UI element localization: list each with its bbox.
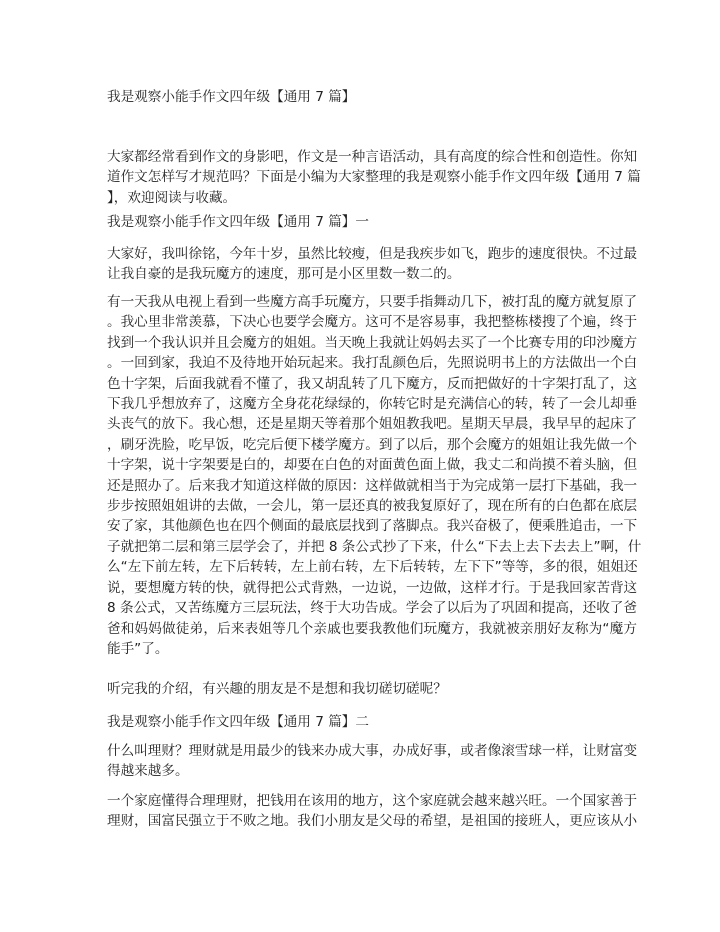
- text-line: 下我几乎想放弃了，这魔方全身花花绿绿的，你转它时是充满信心的转，转了一会儿却垂: [107, 396, 638, 413]
- text-line: 大家好，我叫徐铭，今年十岁，虽然比较瘦，但是我疾步如飞，跑步的速度很快。不过最: [107, 246, 638, 262]
- section-heading-2: 我是观察小能手作文四年级【通用 7 篇】二: [107, 714, 369, 730]
- text-line: 理财，国富民强立于不败之地。我们小朋友是父母的希望，是祖国的接班人，更应该从小: [107, 813, 638, 830]
- text-line: 。我心里非常羡慕，下决心也要学会魔方。这可不是容易事，我把整栋楼搜了个遍，终于: [107, 314, 638, 331]
- text-line: 有一天我从电视上看到一些魔方高手玩魔方，只要手指舞动几下，被打乱的魔方就复原了: [107, 294, 638, 310]
- text-line: 。一回到家，我迫不及待地开始玩起来。我打乱颜色后，先照说明书上的方法做出一个白: [107, 355, 638, 372]
- text-line: 一个家庭懂得合理理财，把钱用在该用的地方，这个家庭就会越来越兴旺。一个国家善于: [107, 793, 638, 809]
- text-line: 让我自豪的是我玩魔方的速度，那可是小区里数一数二的。: [107, 266, 461, 283]
- text-line: 听完我的介绍，有兴趣的朋友是不是想和我切磋切磋呢？: [107, 681, 447, 697]
- section-heading-1: 我是观察小能手作文四年级【通用 7 篇】一: [107, 214, 369, 230]
- text-line: 8 条公式，又苦练魔方三层玩法，终于大功告成。学会了以后为了巩固和提高，还收了爸: [107, 600, 637, 617]
- text-line: 】，欢迎阅读与收藏。: [107, 189, 237, 206]
- text-line: 步步按照姐姐讲的去做，一会儿，第一层还真的被我复原好了，现在所有的白色都在底层: [107, 498, 638, 515]
- text-line: 大家都经常看到作文的身影吧，作文是一种言语活动，具有高度的综合性和创造性。你知: [107, 149, 638, 165]
- paragraph: [107, 244, 637, 285]
- text-line: 安了家，其他颜色也在四个侧面的最底层找到了落脚点。我兴奋极了，便乘胜追击，一下: [107, 518, 638, 535]
- text-line: 找到一个我认识并且会魔方的姐姐。当天晚上我就让妈妈去买了一个比赛专用的印沙魔方: [107, 334, 638, 351]
- text-line: 能手”了。: [107, 640, 169, 657]
- paragraph: [107, 741, 637, 782]
- intro-paragraph: [107, 147, 641, 208]
- text-line: 还是照办了。后来我才知道这样做的原因：这样做就相当于为完成第一层打下基础，我一: [107, 477, 638, 494]
- text-line: 得越来越多。: [107, 763, 189, 780]
- text-line: 十字架，说十字架要是白的，却要在白色的对面黄色面上做，我丈二和尚摸不着头脑，但: [107, 457, 638, 474]
- text-line: 色十字架，后面我就看不懂了，我又胡乱转了几下魔方，反而把做好的十字架打乱了，这: [107, 375, 638, 392]
- paragraph: [107, 679, 637, 699]
- paragraph: [107, 791, 637, 832]
- text-line: 么“左下前左转，左下后转转，左上前右转，左下后转转，左下下”等等，多的很，姐姐还: [107, 559, 638, 576]
- text-line: 爸和妈妈做徒弟，后来表姐等几个亲戚也要我教他们玩魔方，我就被亲朋好友称为“魔方: [107, 620, 637, 637]
- text-line: 道作文怎样写才规范吗？下面是小编为大家整理的我是观察小能手作文四年级【通用 7 篇: [107, 169, 641, 186]
- text-line: 什么叫理财？理财就是用最少的钱来办成大事，办成好事，或者像滚雪球一样，让财富变: [107, 743, 638, 759]
- text-line: 子就把第二层和第三层学会了，并把 8 条公式抄了下来，什么“下去上去下去去上”啊，什: [107, 538, 642, 555]
- text-line: 头丧气的放下。我心想，还是星期天等着那个姐姐教我吧。星期天早晨，我早早的起床了: [107, 416, 638, 433]
- paragraph: [107, 292, 642, 659]
- document-title: 我是观察小能手作文四年级【通用 7 篇】: [107, 89, 356, 105]
- text-line: ，刷牙洗脸，吃早饭，吃完后便下楼学魔方。到了以后，那个会魔方的姐姐让我先做一个: [107, 436, 638, 453]
- text-line: 说，要想魔方转的快，就得把公式背熟，一边说，一边做，这样才行。于是我回家苦背这: [107, 579, 638, 596]
